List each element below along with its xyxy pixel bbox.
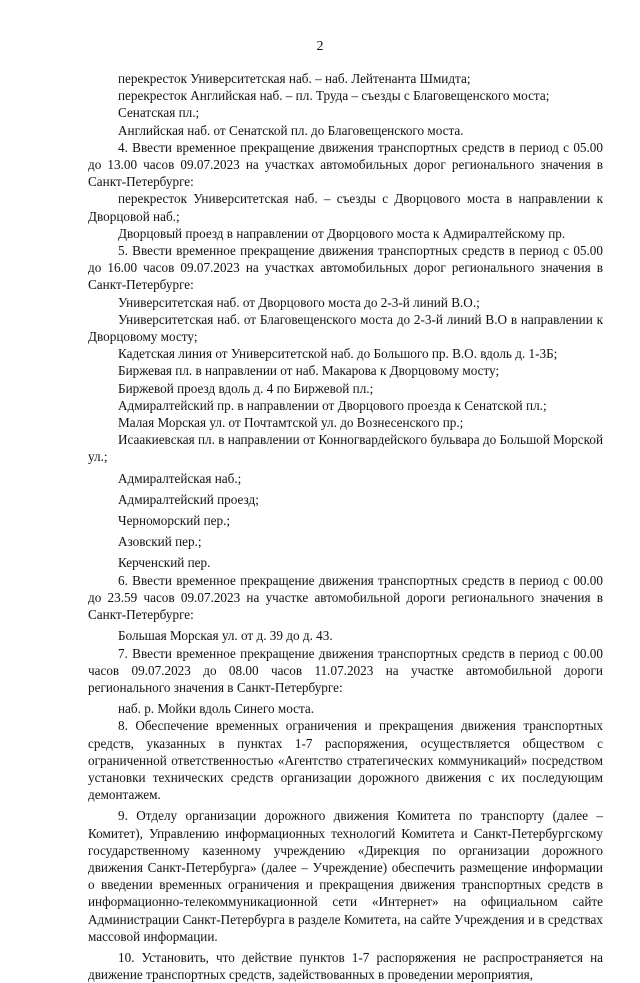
paragraph: 10. Установить, что действие пунктов 1-7 распоряжения не распространяется на движение транспортных средств, задействованных в проведении мероприятия, [88,949,603,983]
paragraph: Английская наб. от Сенатской пл. до Благовещенского моста. [118,122,464,138]
paragraph: Университетская наб. от Дворцового моста до 2-3-й линий В.О.; [118,294,480,310]
paragraph: Керченский пер. [118,555,211,571]
paragraph: 9. Отделу организации дорожного движения Комитета по транспорту (далее – Комитет), Управлению информационных технологий Комитета и Санкт-Петербургскому государственному казенному учреждению «Дирекция по организации дорожного движения Санкт-Петербурга» (далее – Учреждение) обеспечить размещение информации о введении временных ограничения и прекращения движения транспортных средств в информационно-телекоммуникационной сети «Интернет» на официальном сайте Администрации Санкт-Петербурга в разделе Комитета, на сайте Учреждения и в средствах массовой информации. [88,808,603,944]
paragraph: Дворцовый проезд в направлении от Дворцового моста к Адмиралтейскому пр. [118,225,566,241]
paragraph: перекресток Университетская наб. – наб. Лейтенанта Шмидта; [118,71,471,86]
paragraph: Черноморский пер.; [118,513,231,529]
paragraph: Адмиралтейская наб.; [118,470,242,486]
paragraph: Сенатская пл.; [118,105,200,121]
paragraph: перекресток Университетская наб. – съезды с Дворцового моста в направлении к Дворцовой наб.; [88,191,603,224]
paragraph: наб. р. Мойки вдоль Синего моста. [118,701,315,717]
paragraph: Университетская наб. от Благовещенского моста до 2-3-й линий В.О в направлении к Дворцовому мосту; [88,311,603,345]
paragraph: Кадетская линия от Университетской наб. до Большого пр. В.О. вдоль д. 1-3Б; [118,346,558,362]
paragraph: Малая Морская ул. от Почтамтской ул. до Вознесенского пр.; [118,415,464,431]
document-body [88,70,603,983]
page-number: 2 [316,39,324,54]
paragraph: 7. Ввести временное прекращение движения транспортных средств в период с 00.00 часов 09.07.2023 до 08.00 часов 11.07.2023 на участке автомобильной дороги регионального значения в Санкт-Петербурге: [88,645,603,695]
paragraph: 6. Ввести временное прекращение движения транспортных средств в период с 00.00 до 23.59 часов 09.07.2023 на участке автомобильной дороги регионального значения в Санкт-Петербурге: [88,572,603,623]
paragraph: 4. Ввести временное прекращение движения транспортных средств в период с 05.00 до 13.00 часов 09.07.2023 на участках автомобильных дорог регионального значения в Санкт-Петербурге: [88,139,603,190]
paragraph: 5. Ввести временное прекращение движения транспортных средств в период с 05.00 до 16.00 часов 09.07.2023 на участках автомобильных дорог регионального значения в Санкт-Петербурге: [88,243,603,293]
paragraph: Биржевая пл. в направлении от наб. Макарова к Дворцовому мосту; [118,363,500,379]
paragraph: перекресток Английская наб. – пл. Труда – съезды с Благовещенского моста; [118,88,550,104]
paragraph: Азовский пер.; [118,534,202,550]
paragraph: Исаакиевская пл. в направлении от Конногвардейского бульвара до Большой Морской ул.; [88,432,603,465]
paragraph: 8. Обеспечение временных ограничения и прекращения движения транспортных средств, указанных в пунктах 1-7 распоряжения, осуществляется обществом с ограниченной ответственностью «Агентство стратегических коммуникаций» посредством установки технических средств организации дорожного движения с их последующим демонтажем. [88,718,603,803]
paragraph: Адмиралтейский пр. в направлении от Дворцового проезда к Сенатской пл.; [118,397,547,413]
paragraph: Биржевой проезд вдоль д. 4 по Биржевой пл.; [118,380,374,396]
paragraph: Большая Морская ул. от д. 39 до д. 43. [118,628,333,644]
paragraph: Адмиралтейский проезд; [118,491,259,507]
